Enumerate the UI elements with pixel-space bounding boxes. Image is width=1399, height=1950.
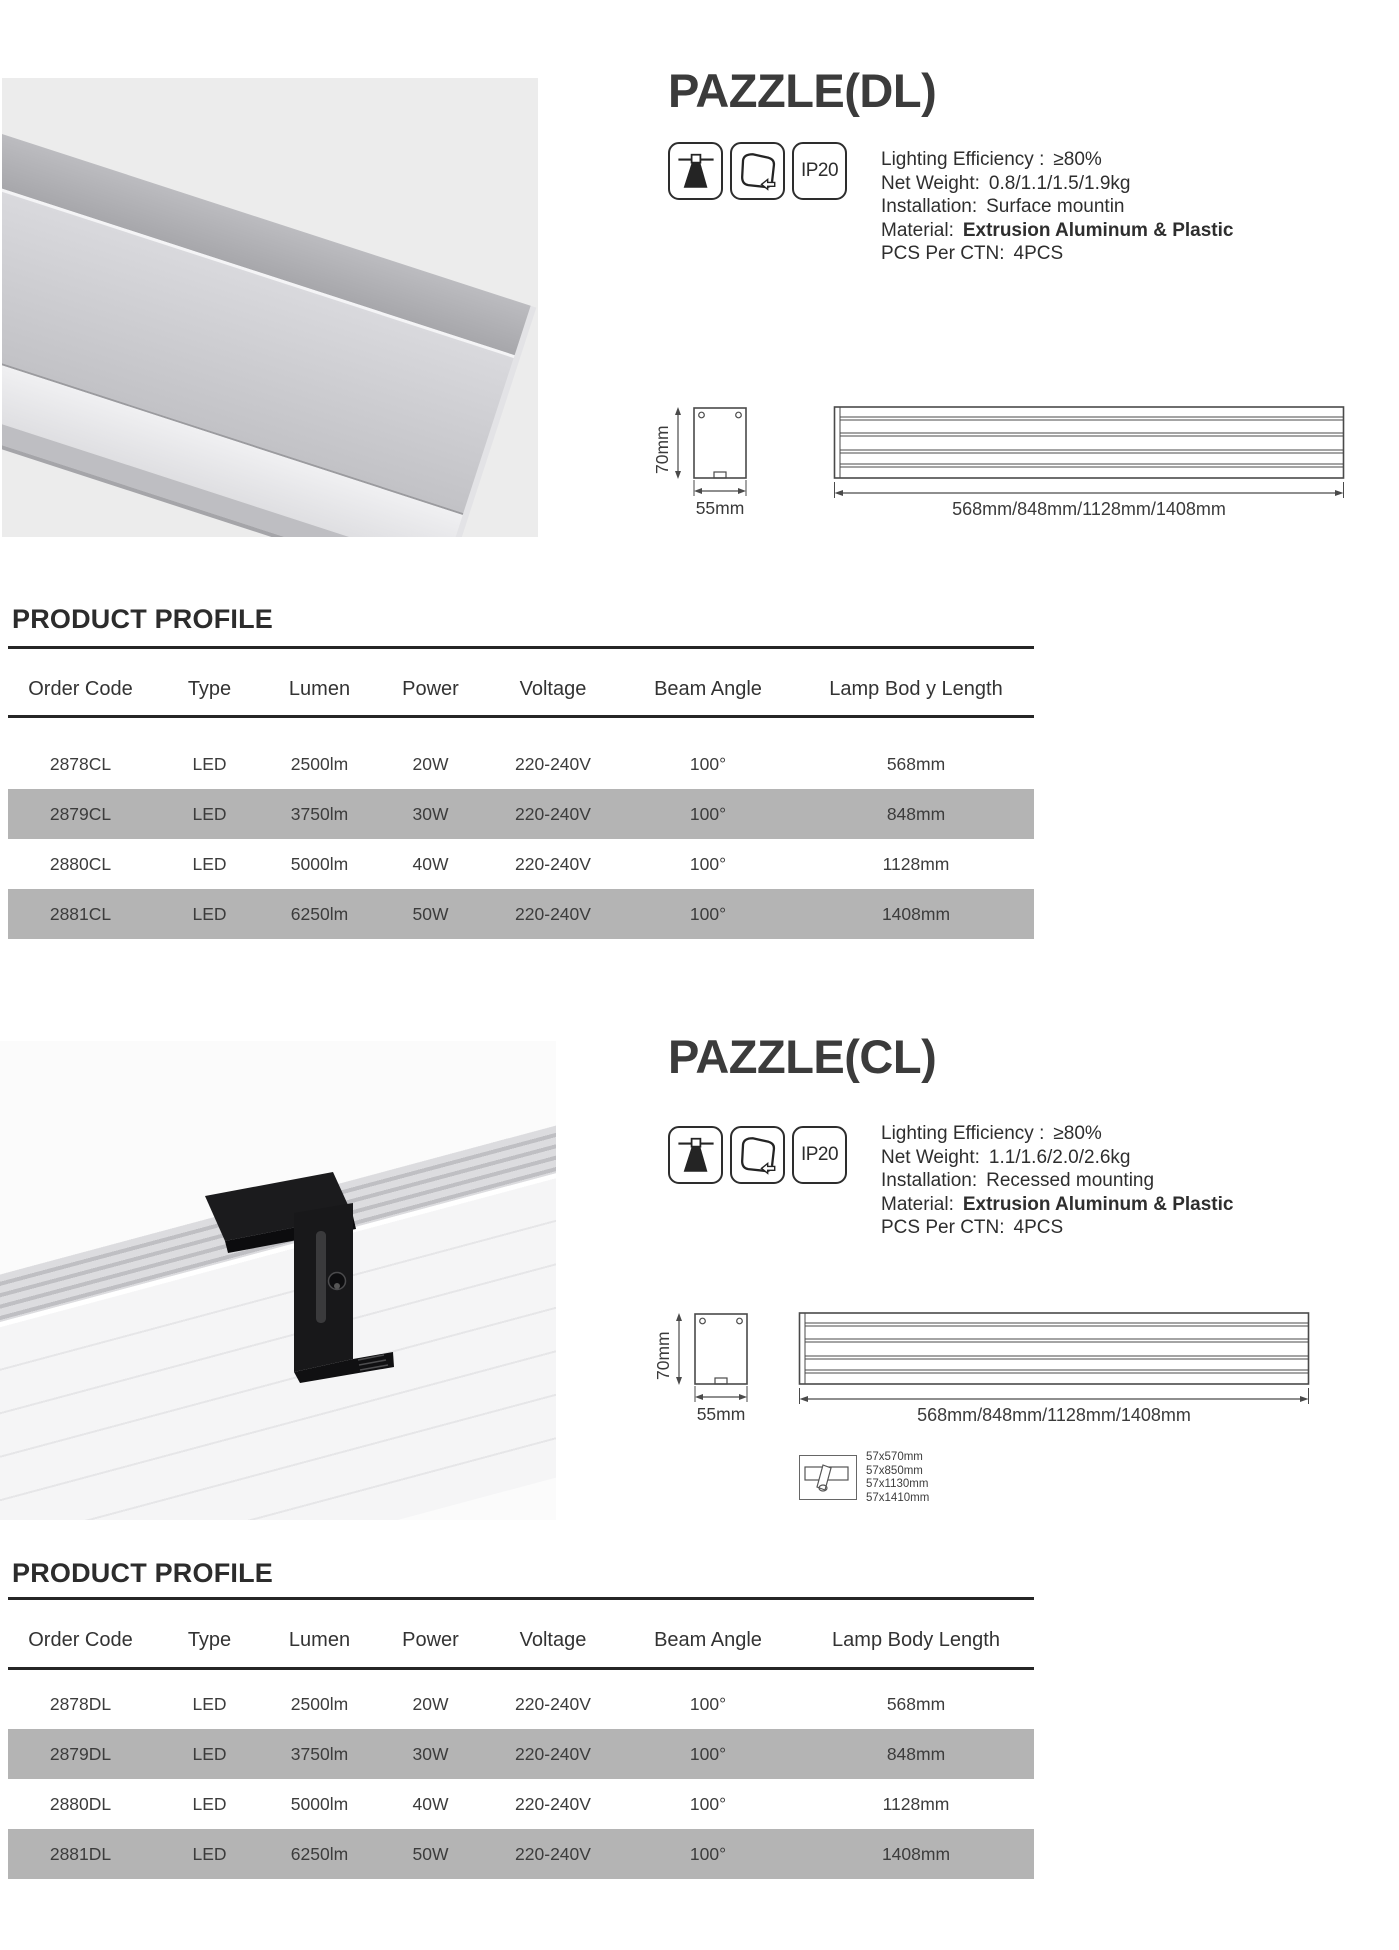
length-dim-label: 568mm/848mm/1128mm/1408mm [952,499,1226,519]
table-cell: 50W [412,1843,449,1864]
table-cell: 220-240V [515,1793,591,1814]
table-cell: 50W [412,903,449,924]
divider [8,646,1034,649]
spec-value: 4PCS [1013,243,1064,264]
table-cell: 40W [412,1793,449,1814]
table-cell: 2879DL [49,1743,112,1764]
table-cell: 848mm [886,1743,946,1764]
table-cell: 30W [412,1743,449,1764]
table-row [8,1679,1034,1729]
table-header-cl [8,1615,1034,1665]
spec-label: PCS Per CTN: [881,1217,1005,1238]
table-cell: 3750lm [290,803,349,824]
length-dim-label: 568mm/848mm/1128mm/1408mm [917,1405,1191,1425]
col-header: Order Code [28,677,133,700]
col-header: Lumen [288,1628,351,1651]
cutout-size: 57x1130mm [866,1478,929,1490]
table-cell: 5000lm [290,1793,349,1814]
table-cell: 1408mm [881,1843,951,1864]
spec-label: Installation: [881,1170,978,1191]
table-cell: 2878CL [49,753,112,774]
table-row [8,739,1034,789]
spec-value: 1.1/1.6/2.0/2.6kg [988,1146,1131,1168]
cutout-size: 57x1410mm [866,1491,930,1504]
table-cell: 100° [689,803,727,824]
table-cell: 5000lm [290,853,349,874]
spec-label: Material: [881,1193,954,1215]
table-cell: 1408mm [881,903,951,924]
product-photo-cl [0,1041,556,1520]
luminaire-housing-arrow-icon [730,1126,785,1184]
table-cell: 2878DL [49,1693,112,1714]
profile-heading-cl: PRODUCT PROFILE [12,1558,274,1588]
table-cell: 6250lm [290,903,349,924]
product-photo-dl [2,78,538,537]
surface-mounted-downlight-icon [668,142,723,200]
cutout-size: 57x850mm [866,1464,923,1477]
table-row [8,889,1034,939]
spec-value: Recessed mounting [986,1170,1155,1191]
col-header: Power [402,677,459,700]
table-cell: 568mm [886,1693,946,1714]
divider [8,1597,1034,1600]
table-cell: 6250lm [290,1843,349,1864]
spec-list-dl [881,148,1233,266]
profile-heading-dl: PRODUCT PROFILE [12,604,274,634]
divider [8,1667,1034,1670]
spec-label: Installation: [881,196,978,217]
table-cell: 220-240V [515,1743,591,1764]
spec-value: 4PCS [1013,1217,1064,1238]
table-cell: LED [192,803,227,824]
table-cell: 100° [689,853,727,874]
table-cell: 100° [689,1843,727,1864]
table-cell: 1128mm [882,853,950,874]
col-header: Type [187,677,232,700]
table-cell: 100° [689,1793,727,1814]
col-header: Lamp Bod y Length [829,677,1003,700]
table-cell: LED [192,753,227,774]
spec-label: Net Weight: [881,1146,980,1168]
spec-label: Material: [881,219,954,241]
col-header: Voltage [519,1628,587,1651]
table-cell: 2500lm [290,753,349,774]
spec-label: Lighting Efficiency : [881,149,1045,170]
ip-rating-label: IP20 [800,1144,839,1165]
table-cell: 568mm [886,753,946,774]
table-cell: 2880DL [49,1793,112,1814]
product-title-cl: PAZZLE(CL) [668,1030,937,1083]
spec-label: PCS Per CTN: [881,243,1005,264]
table-cell: 40W [412,853,449,874]
table-row [8,839,1034,889]
table-header-dl [8,664,1034,714]
table-cell: 20W [412,1693,449,1714]
table-cell: LED [192,1693,227,1714]
table-cell: 100° [689,903,727,924]
spec-label: Net Weight: [881,172,980,194]
mounting-clip-render [0,1041,556,1520]
table-cell: 848mm [886,803,946,824]
certification-icons-dl [668,142,847,200]
table-cell: 100° [689,753,727,774]
col-header: Power [402,1628,459,1651]
table-cell: 2500lm [290,1693,349,1714]
spec-label: Lighting Efficiency : [881,1123,1045,1144]
table-row [8,789,1034,839]
spec-value: Surface mountin [986,196,1125,217]
table-cell: 100° [689,1693,727,1714]
table-row [8,1729,1034,1779]
surface-mounted-downlight-icon [668,1126,723,1184]
ip-rating-badge [792,142,847,200]
ceiling-cutout-diagram [799,1455,857,1500]
cutout-size-list [866,1451,929,1505]
table-row [8,1779,1034,1829]
table-cell: LED [192,1793,227,1814]
table-cell: LED [192,853,227,874]
spec-value: ≥80% [1053,149,1102,170]
length-drawing-dl [833,402,1345,520]
certification-icons-cl [668,1126,847,1184]
table-cell: LED [192,1843,227,1864]
spec-value: Extrusion Aluminum & Plastic [962,1193,1234,1215]
table-cell: LED [192,903,227,924]
width-dim-label: 55mm [696,1404,746,1424]
col-header: Beam Angle [654,1628,762,1651]
product-table-cl [8,1679,1034,1879]
product-table-dl [8,739,1034,939]
table-cell: 220-240V [515,1843,591,1864]
table-cell: 220-240V [515,903,591,924]
table-cell: 220-240V [515,853,591,874]
table-cell: 2881DL [49,1843,112,1864]
cutout-size: 57x570mm [866,1451,923,1463]
ip-rating-badge [792,1126,847,1184]
product-title-dl: PAZZLE(DL) [668,64,937,117]
col-header: Lamp Body Length [832,1628,1000,1651]
table-cell: LED [192,1743,227,1764]
aluminum-profile-render [2,108,536,537]
table-row [8,1829,1034,1879]
table-cell: 2879CL [49,803,112,824]
luminaire-housing-arrow-icon [730,142,785,200]
divider [8,715,1034,718]
table-cell: 3750lm [290,1743,349,1764]
length-drawing-cl [798,1308,1310,1426]
height-dim-label: 70mm [652,425,672,474]
ip-rating-label: IP20 [800,160,839,181]
col-header: Lumen [288,677,351,700]
table-cell: 1128mm [882,1793,950,1814]
col-header: Order Code [28,1628,133,1651]
cross-section-drawing-cl [649,1308,759,1426]
table-cell: 100° [689,1743,727,1764]
table-cell: 30W [412,803,449,824]
spec-list-cl [881,1122,1233,1240]
table-cell: 220-240V [515,753,591,774]
table-cell: 220-240V [515,803,591,824]
height-dim-label: 70mm [653,1331,673,1380]
table-cell: 2881CL [49,903,112,924]
spec-value: Extrusion Aluminum & Plastic [962,219,1234,241]
col-header: Beam Angle [654,677,762,700]
col-header: Voltage [519,677,587,700]
table-cell: 220-240V [515,1693,591,1714]
spec-value: ≥80% [1053,1123,1102,1144]
table-cell: 20W [412,753,449,774]
cross-section-drawing-dl [648,402,758,520]
width-dim-label: 55mm [695,498,745,518]
spec-value: 0.8/1.1/1.5/1.9kg [988,172,1131,194]
table-cell: 2880CL [49,853,112,874]
col-header: Type [187,1628,232,1651]
